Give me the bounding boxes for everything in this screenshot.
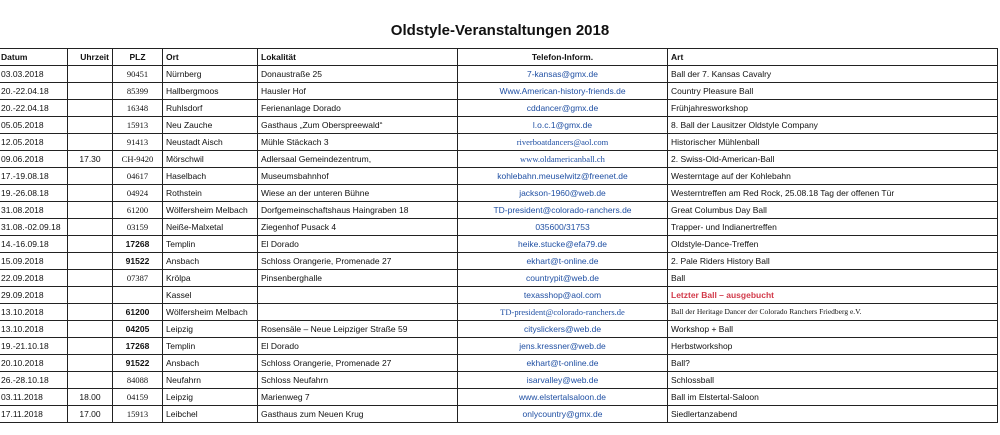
cell-uhrzeit [68,321,113,338]
cell-uhrzeit [68,219,113,236]
header-art: Art [668,49,998,66]
cell-telefon[interactable]: onlycountry@gmx.de [458,406,668,423]
cell-datum: 31.08.2018 [0,202,68,219]
cell-lokalitaet: Dorfgemeinschaftshaus Haingraben 18 [258,202,458,219]
cell-lokalitaet: Schloss Neufahrn [258,372,458,389]
cell-telefon[interactable]: www.elstertalsaloon.de [458,389,668,406]
cell-plz: 17268 [113,338,163,355]
cell-datum: 29.09.2018 [0,287,68,304]
cell-telefon[interactable]: ekhart@t-online.de [458,355,668,372]
events-table [0,48,998,423]
cell-lokalitaet: Gasthaus zum Neuen Krug [258,406,458,423]
cell-lokalitaet [258,304,458,321]
table-row [0,270,998,287]
header-ort: Ort [163,49,258,66]
cell-plz: 90451 [113,66,163,83]
table-row [0,338,998,355]
cell-uhrzeit [68,66,113,83]
cell-plz: 04205 [113,321,163,338]
cell-uhrzeit [68,236,113,253]
cell-telefon[interactable]: TD-president@colorado-ranchers.de [458,202,668,219]
cell-uhrzeit [68,202,113,219]
cell-telefon[interactable]: jackson-1960@web.de [458,185,668,202]
table-row [0,151,998,168]
cell-art: Workshop + Ball [668,321,998,338]
cell-uhrzeit [68,134,113,151]
cell-ort: Ruhlsdorf [163,100,258,117]
cell-datum: 20.-22.04.18 [0,100,68,117]
table-row [0,168,998,185]
cell-ort: Rothstein [163,185,258,202]
table-row [0,66,998,83]
cell-telefon[interactable]: texasshop@aol.com [458,287,668,304]
cell-art: Westerntage auf der Kohlebahn [668,168,998,185]
cell-plz: 04617 [113,168,163,185]
cell-telefon[interactable]: cddancer@gmx.de [458,100,668,117]
table-body [0,66,998,423]
table-row [0,253,998,270]
table-row [0,321,998,338]
cell-art: 8. Ball der Lausitzer Oldstyle Company [668,117,998,134]
cell-datum: 17.-19.08.18 [0,168,68,185]
cell-lokalitaet: Hausler Hof [258,83,458,100]
cell-ort: Templin [163,236,258,253]
cell-datum: 09.06.2018 [0,151,68,168]
cell-ort: Wölfersheim Melbach [163,202,258,219]
cell-telefon[interactable]: jens.kressner@web.de [458,338,668,355]
table-row [0,202,998,219]
cell-lokalitaet: Donaustraße 25 [258,66,458,83]
cell-uhrzeit [68,338,113,355]
cell-telefon[interactable]: kohlebahn.meuselwitz@freenet.de [458,168,668,185]
cell-ort: Neiße-Malxetal [163,219,258,236]
cell-telefon[interactable]: 7-kansas@gmx.de [458,66,668,83]
cell-datum: 05.05.2018 [0,117,68,134]
cell-plz: 16348 [113,100,163,117]
cell-ort: Krölpa [163,270,258,287]
table-row [0,236,998,253]
cell-art: Oldstyle-Dance-Treffen [668,236,998,253]
cell-uhrzeit [68,304,113,321]
cell-lokalitaet: Ziegenhof Pusack 4 [258,219,458,236]
cell-art: Ball [668,270,998,287]
cell-telefon[interactable]: countrypit@web.de [458,270,668,287]
cell-datum: 26.-28.10.18 [0,372,68,389]
cell-ort: Templin [163,338,258,355]
cell-telefon[interactable]: ekhart@t-online.de [458,253,668,270]
cell-telefon[interactable]: cityslickers@web.de [458,321,668,338]
cell-plz: 85399 [113,83,163,100]
table-row [0,117,998,134]
cell-telefon[interactable]: riverboatdancers@aol.com [458,134,668,151]
header-uhrzeit: Uhrzeit [68,49,113,66]
cell-plz: 04924 [113,185,163,202]
cell-datum: 13.10.2018 [0,321,68,338]
cell-ort: Hallbergmoos [163,83,258,100]
cell-telefon[interactable]: www.oldamericanball.ch [458,151,668,168]
cell-art: 2. Pale Riders History Ball [668,253,998,270]
cell-art: 2. Swiss-Old-American-Ball [668,151,998,168]
cell-plz: CH-9420 [113,151,163,168]
cell-art: Herbstworkshop [668,338,998,355]
cell-uhrzeit: 17.30 [68,151,113,168]
cell-datum: 20.-22.04.18 [0,83,68,100]
cell-lokalitaet: El Dorado [258,236,458,253]
cell-lokalitaet: Wiese an der unteren Bühne [258,185,458,202]
cell-art: Ball der 7. Kansas Cavalry [668,66,998,83]
cell-plz: 15913 [113,406,163,423]
table-row [0,304,998,321]
header-telefon: Telefon-Inform. [458,49,668,66]
cell-telefon[interactable]: Www.American-history-friends.de [458,83,668,100]
table-row [0,83,998,100]
cell-ort: Leipzig [163,389,258,406]
cell-ort: Kassel [163,287,258,304]
cell-telefon[interactable]: heike.stucke@efa79.de [458,236,668,253]
cell-art: Historischer Mühlenball [668,134,998,151]
cell-plz: 91522 [113,355,163,372]
cell-datum: 20.10.2018 [0,355,68,372]
cell-uhrzeit [68,185,113,202]
table-row [0,287,998,304]
page-title: Oldstyle-Veranstaltungen 2018 [390,22,610,39]
cell-lokalitaet: Rosensäle – Neue Leipziger Straße 59 [258,321,458,338]
cell-art: Ball? [668,355,998,372]
cell-uhrzeit [68,117,113,134]
cell-art: Trapper- und Indianertreffen [668,219,998,236]
cell-datum: 15.09.2018 [0,253,68,270]
cell-lokalitaet: Schloss Orangerie, Promenade 27 [258,355,458,372]
table-row [0,389,998,406]
cell-datum: 12.05.2018 [0,134,68,151]
cell-ort: Nürnberg [163,66,258,83]
table-row [0,185,998,202]
cell-lokalitaet: El Dorado [258,338,458,355]
cell-art: Schlossball [668,372,998,389]
cell-uhrzeit: 17.00 [68,406,113,423]
cell-art: Country Pleasure Ball [668,83,998,100]
cell-ort: Ansbach [163,253,258,270]
cell-uhrzeit [68,372,113,389]
header-lokalitaet: Lokalität [258,49,458,66]
cell-plz: 91522 [113,253,163,270]
table-row [0,406,998,423]
cell-datum: 03.11.2018 [0,389,68,406]
cell-plz: 03159 [113,219,163,236]
cell-lokalitaet: Mühle Stäckach 3 [258,134,458,151]
cell-plz: 61200 [113,202,163,219]
cell-art: Letzter Ball – ausgebucht [668,287,998,304]
cell-datum: 31.08.-02.09.18 [0,219,68,236]
cell-lokalitaet: Schloss Orangerie, Promenade 27 [258,253,458,270]
cell-plz: 61200 [113,304,163,321]
cell-ort: Mörschwil [163,151,258,168]
cell-plz: 17268 [113,236,163,253]
cell-telefon[interactable]: 035600/31753 [458,219,668,236]
cell-ort: Neu Zauche [163,117,258,134]
cell-lokalitaet [258,287,458,304]
cell-art: Westerntreffen am Red Rock, 25.08.18 Tag der offenen Tür [668,185,998,202]
cell-datum: 03.03.2018 [0,66,68,83]
cell-uhrzeit [68,83,113,100]
cell-telefon[interactable]: TD-president@colorado-ranchers.de [458,304,668,321]
cell-lokalitaet: Museumsbahnhof [258,168,458,185]
cell-uhrzeit [68,355,113,372]
cell-art: Great Columbus Day Ball [668,202,998,219]
cell-datum: 13.10.2018 [0,304,68,321]
table-row [0,134,998,151]
table-row [0,219,998,236]
table-row [0,355,998,372]
cell-uhrzeit: 18.00 [68,389,113,406]
cell-ort: Haselbach [163,168,258,185]
header-row [0,49,998,66]
cell-datum: 19.-21.10.18 [0,338,68,355]
cell-plz [113,287,163,304]
cell-lokalitaet: Ferienanlage Dorado [258,100,458,117]
cell-ort: Leibchel [163,406,258,423]
cell-art: Ball der Heritage Dancer der Colorado Ranchers Friedberg e.V. [668,304,998,321]
cell-telefon[interactable]: isarvalley@web.de [458,372,668,389]
cell-ort: Neustadt Aisch [163,134,258,151]
cell-datum: 17.11.2018 [0,406,68,423]
cell-lokalitaet: Adlersaal Gemeindezentrum, [258,151,458,168]
cell-art: Frühjahresworkshop [668,100,998,117]
cell-plz: 07387 [113,270,163,287]
cell-ort: Wölfersheim Melbach [163,304,258,321]
header-datum: Datum [0,49,68,66]
cell-ort: Neufahrn [163,372,258,389]
cell-plz: 04159 [113,389,163,406]
cell-plz: 91413 [113,134,163,151]
cell-datum: 22.09.2018 [0,270,68,287]
cell-plz: 15913 [113,117,163,134]
table-row [0,100,998,117]
cell-lokalitaet: Marienweg 7 [258,389,458,406]
cell-lokalitaet: Pinsenberghalle [258,270,458,287]
cell-datum: 19.-26.08.18 [0,185,68,202]
cell-uhrzeit [68,287,113,304]
cell-ort: Ansbach [163,355,258,372]
cell-datum: 14.-16.09.18 [0,236,68,253]
cell-lokalitaet: Gasthaus „Zum Oberspreewald“ [258,117,458,134]
cell-uhrzeit [68,168,113,185]
cell-uhrzeit [68,270,113,287]
table-row [0,372,998,389]
cell-uhrzeit [68,100,113,117]
cell-ort: Leipzig [163,321,258,338]
cell-plz: 84088 [113,372,163,389]
header-plz: PLZ [113,49,163,66]
cell-art: Siedlertanzabend [668,406,998,423]
cell-art: Ball im Elstertal-Saloon [668,389,998,406]
cell-uhrzeit [68,253,113,270]
cell-telefon[interactable]: l.o.c.1@gmx.de [458,117,668,134]
